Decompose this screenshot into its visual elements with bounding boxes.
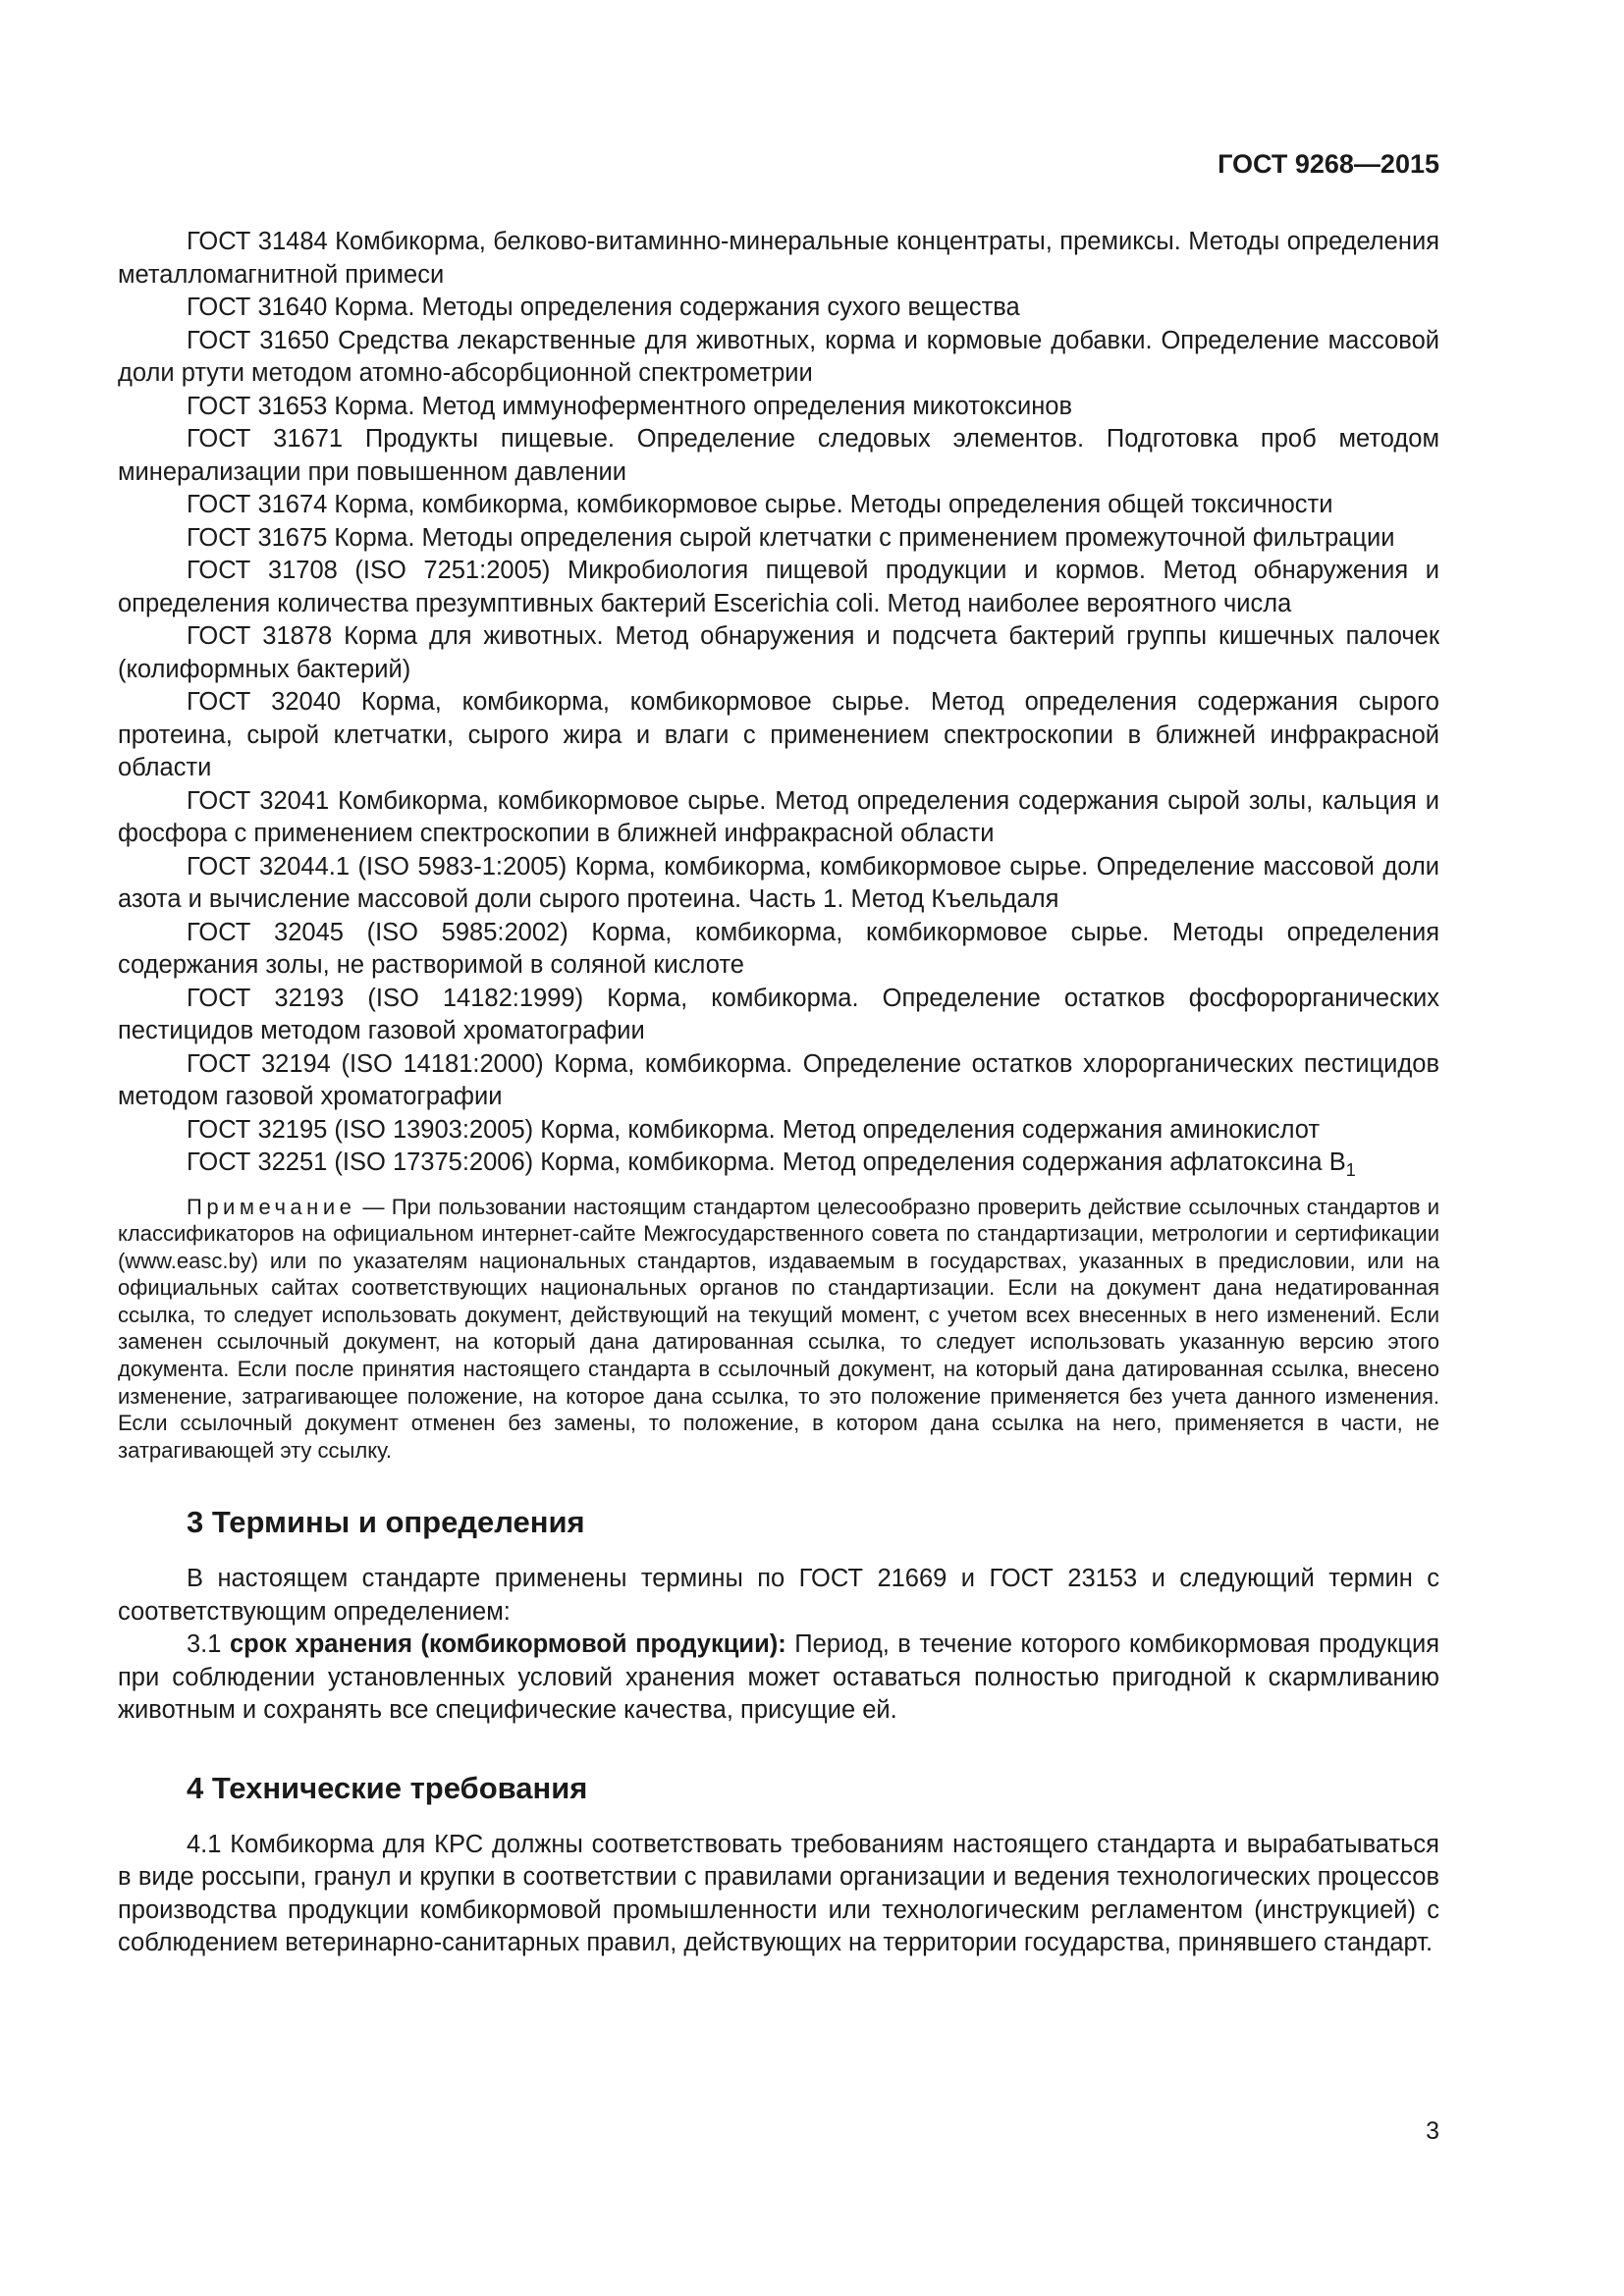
reference-subscript: 1 bbox=[1345, 1160, 1356, 1181]
page-number: 3 bbox=[1426, 2117, 1439, 2145]
reference-item: ГОСТ 31674 Корма, комбикорма, комбикормовое сырье. Методы определения общей токсичности bbox=[187, 491, 1333, 518]
reference-item: ГОСТ 32195 (ISO 13903:2005) Корма, комбикорма. Метод определения содержания аминокислот bbox=[187, 1115, 1321, 1144]
reference-text: ГОСТ 32251 (ISO 17375:2006) Корма, комбикорма. Метод определения содержания афлатоксина B bbox=[187, 1148, 1346, 1176]
reference-item-last bbox=[118, 1147, 1439, 1180]
reference-item: ГОСТ 31653 Корма. Метод иммуноферментного определения микотоксинов bbox=[187, 392, 1073, 420]
note-text: При пользовании настоящим стандартом целесообразно проверить действие ссылочных стандартов и классификаторов на официальном интернет-сайте Межгосударственного совета по стандартизации, метрологии и сертификации (www.easc.by) или по указателям национальных стандартов, издаваемым в государствах, указанных в предисловии, или на официальных сайтах соответствующих национальных органов по стандартизации. Если на документ дана недатированная ссылка, то следует использовать документ, действующий на текущий момент, с учетом всех внесенных в него изменений. Если заменен ссылочный документ, на который дана датированная ссылка, то следует использовать указанную версию этого документа. Если после принятия настоящего стандарта в ссылочный документ, на который дана датированная ссылка, внесено изменение, затрагивающее положение, на которое дана ссылка, то это положение применяется без учета данного изменения. Если ссылочный документ отменен без замены, то положение, в котором дана ссылка на него, применяется в части, не затрагивающей эту ссылку. bbox=[118, 1194, 1440, 1463]
section-4-heading: 4 Технические требования bbox=[187, 1770, 588, 1805]
section-4-paragraph: 4.1 Комбикорма для КРС должны соответствовать требованиям настоящего стандарта и вырабатываться в виде россыпи, гранул и крупки в соответствии с правилами организации и ведения технологических процессов производства продукции комбикормовой промышленности или технологическим регламентом (инструкцией) с соблюдением ветеринарно-санитарных правил, действующих на территории государства, принявшего стандарт. bbox=[118, 1830, 1439, 1957]
normative-references-list bbox=[118, 226, 1439, 1180]
reference-item: ГОСТ 32193 (ISO 14182:1999) Корма, комбикорма. Определение остатков фосфорорганических пестицидов методом газовой хроматографии bbox=[118, 984, 1439, 1044]
term-name: срок хранения (комбикормовой продукции): bbox=[229, 1630, 786, 1659]
reference-item: ГОСТ 32044.1 (ISO 5983-1:2005) Корма, комбикорма, комбикормовое сырье. Определение массовой доли азота и вычисление массовой доли сырого протеина. Часть 1. Метод Къельдаля bbox=[118, 852, 1439, 913]
term-definition bbox=[118, 1629, 1439, 1728]
note-dash: — bbox=[355, 1194, 392, 1219]
note-paragraph bbox=[118, 1194, 1439, 1465]
section-3-heading: 3 Термины и определения bbox=[187, 1505, 585, 1540]
reference-item: ГОСТ 31671 Продукты пищевые. Определение следовых элементов. Подготовка проб методом минерализации при повышенном давлении bbox=[118, 425, 1439, 486]
reference-item: ГОСТ 31878 Корма для животных. Метод обнаружения и подсчета бактерий группы кишечных палочек (колиформных бактерий) bbox=[118, 622, 1439, 683]
reference-item: ГОСТ 31640 Корма. Методы определения содержания сухого вещества bbox=[187, 294, 1020, 321]
reference-item: ГОСТ 31650 Средства лекарственные для животных, корма и кормовые добавки. Определение массовой доли ртути методом атомно-абсорбционной спектрометрии bbox=[118, 326, 1439, 387]
section-3-intro: В настоящем стандарте применены термины по ГОСТ 21669 и ГОСТ 23153 и следующий термин с соответствующим определением: bbox=[118, 1565, 1439, 1626]
document-header: ГОСТ 9268—2015 bbox=[1218, 149, 1439, 179]
document-body bbox=[118, 226, 1439, 1960]
note-label: Примечание bbox=[187, 1194, 356, 1219]
reference-item: ГОСТ 32041 Комбикорма, комбикормовое сырье. Метод определения содержания сырой золы, кальция и фосфора с применением спектроскопии в ближней инфракрасной области bbox=[118, 786, 1439, 847]
reference-item: ГОСТ 31484 Комбикорма, белково-витаминно-минеральные концентраты, премиксы. Методы определения металломагнитной примеси bbox=[118, 228, 1439, 289]
reference-item: ГОСТ 32045 (ISO 5985:2002) Корма, комбикорма, комбикормовое сырье. Методы определения содержания золы, не растворимой в соляной кислоте bbox=[118, 918, 1439, 979]
reference-item: ГОСТ 31708 (ISO 7251:2005) Микробиология пищевой продукции и кормов. Метод обнаружения и определения количества презумптивных бактерий Escerichia coli. Метод наиболее вероятного числа bbox=[118, 557, 1439, 617]
reference-item: ГОСТ 32194 (ISO 14181:2000) Корма, комбикорма. Определение остатков хлорорганических пестицидов методом газовой хроматографии bbox=[118, 1049, 1439, 1110]
term-text: Период, в течение которого комбикормовая продукция при соблюдении установленных условий хранения может оставаться полностью пригодной к скармливанию животным и сохранять все специфические качества, присущие ей. bbox=[118, 1630, 1439, 1725]
reference-item: ГОСТ 31675 Корма. Методы определения сырой клетчатки с применением промежуточной фильтрации bbox=[187, 523, 1395, 552]
reference-item: ГОСТ 32040 Корма, комбикорма, комбикормовое сырье. Метод определения содержания сырого протеина, сырой клетчатки, сырого жира и влаги с применением спектроскопии в ближней инфракрасной области bbox=[118, 688, 1439, 781]
term-number: 3.1 bbox=[187, 1630, 230, 1659]
